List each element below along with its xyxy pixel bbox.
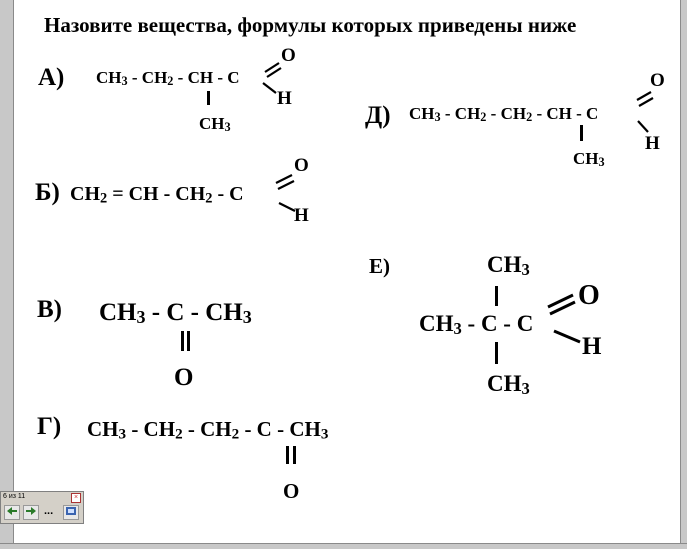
formula-e-hydrogen: H xyxy=(582,333,602,360)
formula-d-oxygen: O xyxy=(650,70,665,91)
formula-d-branch: $CH_3$ xyxy=(573,149,605,170)
formula-v-chain: $CH_3$ - C - $CH_3$ xyxy=(99,299,252,328)
label-v: В) xyxy=(37,296,62,323)
formula-g-oxygen: O xyxy=(283,479,300,503)
formula-a-hydrogen: H xyxy=(277,88,292,109)
slide-counter: 6 из 11 xyxy=(3,493,26,500)
label-d: Д) xyxy=(365,102,391,129)
label-a: А) xyxy=(38,64,65,91)
label-e: Е) xyxy=(369,254,390,278)
label-g: Г) xyxy=(37,413,62,440)
formula-b-oxygen: O xyxy=(294,155,309,176)
formula-e-bottom-bond xyxy=(495,342,498,364)
fullscreen-icon[interactable] xyxy=(63,505,79,520)
formula-a-branch-bond xyxy=(207,91,210,105)
next-arrow-icon[interactable] xyxy=(23,505,39,520)
label-b: Б) xyxy=(35,179,60,206)
formula-v-oxygen: O xyxy=(174,364,194,391)
formula-e-chain: $CH_3$ - C - C xyxy=(419,311,534,338)
more-button[interactable]: ... xyxy=(44,505,54,517)
prev-arrow-icon[interactable] xyxy=(4,505,20,520)
formula-v-double-bond-2 xyxy=(187,331,190,351)
formula-d-branch-bond xyxy=(580,125,583,141)
formula-e-top-bond xyxy=(495,286,498,306)
close-icon[interactable]: × xyxy=(71,493,81,503)
formula-g-double-bond-1 xyxy=(286,446,289,464)
slide-navigator xyxy=(0,491,84,524)
formula-g-chain: $CH_3 - CH_2 - CH_2$ - C - $CH_3$ xyxy=(87,417,329,443)
formula-a-oxygen: O xyxy=(281,45,296,66)
formula-e-bottom: $CH_3$ xyxy=(487,371,530,398)
formula-a-chain: $CH_3 - CH_2$ - CH - C xyxy=(96,68,240,89)
formula-b-hydrogen: H xyxy=(294,205,309,226)
formula-d-hydrogen: H xyxy=(645,133,660,154)
formula-v-double-bond-1 xyxy=(181,331,184,351)
formula-a-branch: $CH_3$ xyxy=(199,114,231,135)
formula-e-oxygen: O xyxy=(578,280,600,311)
formula-b-chain: $CH_2$ = CH - $CH_2$ - C xyxy=(70,183,244,207)
formula-d-chain: $CH_3 - CH_2 - CH_2$ - CH - C xyxy=(409,104,599,125)
formula-e-top: $CH_3$ xyxy=(487,252,530,279)
formula-g-double-bond-2 xyxy=(293,446,296,464)
slide-title: Назовите вещества, формулы которых приведены ниже xyxy=(44,13,577,37)
